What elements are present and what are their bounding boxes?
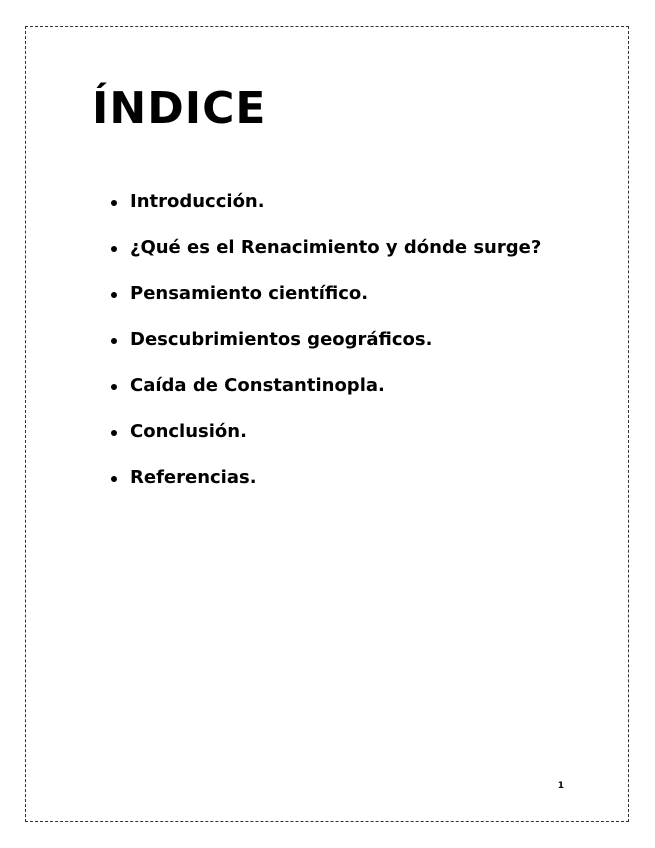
toc-item-renacimiento	[106, 235, 541, 281]
toc-item-pensamiento	[106, 281, 541, 327]
bullet-icon	[111, 476, 117, 482]
toc-item-label: Referencias.	[130, 467, 257, 488]
toc-item-referencias	[106, 465, 541, 511]
toc-item-caida	[106, 373, 541, 419]
bullet-icon	[111, 246, 117, 252]
toc-item-label: Conclusión.	[130, 421, 247, 442]
toc-item-label: Introducción.	[130, 191, 265, 212]
toc-item-descubrimientos	[106, 327, 541, 373]
toc-item-label: Pensamiento científico.	[130, 283, 369, 304]
bullet-icon	[111, 430, 117, 436]
table-of-contents	[106, 189, 541, 511]
bullet-icon	[111, 338, 117, 344]
bullet-icon	[111, 384, 117, 390]
page-title: ÍNDICE	[92, 83, 267, 134]
bullet-icon	[111, 292, 117, 298]
bullet-icon	[111, 200, 117, 206]
toc-item-label: ¿Qué es el Renacimiento y dónde surge?	[130, 237, 542, 258]
toc-item-conclusion	[106, 419, 541, 465]
toc-item-label: Caída de Constantinopla.	[130, 375, 385, 396]
page-number: 1	[557, 781, 564, 791]
toc-item-introduccion	[106, 189, 541, 235]
document-page	[25, 26, 629, 822]
toc-item-label: Descubrimientos geográficos.	[130, 329, 433, 350]
